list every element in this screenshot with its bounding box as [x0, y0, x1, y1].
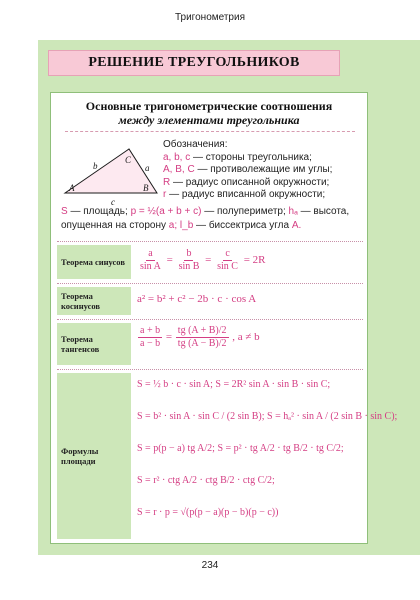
row-divider	[57, 241, 363, 242]
legend-angles-symbols: A, B, C	[163, 164, 195, 175]
triangle-figure	[59, 141, 169, 211]
sines-tail: = 2R	[243, 254, 266, 267]
sines-frac-b	[177, 248, 202, 273]
row-divider	[57, 283, 363, 284]
tangents-right-frac	[176, 325, 229, 350]
page-title: РЕШЕНИЕ ТРЕУГОЛЬНИКОВ	[88, 55, 300, 70]
height-text: — высота, опущенная на сторону	[61, 206, 350, 231]
running-head: Тригонометрия	[174, 12, 245, 23]
legend-circumradius	[163, 177, 363, 190]
area-formula-3: S = p(p − a) tg A/2; S = p² · tg A/2 · tg B/2 · tg C/2;	[137, 443, 344, 454]
semiperimeter-formula: p = ½(a + b + c)	[130, 206, 202, 217]
area-formula-1: S = ½ b · c · sin A; S = 2R² sin A · sin B · sin C;	[137, 379, 331, 390]
legend-title: Обозначения:	[163, 139, 228, 150]
side-c-label: c	[111, 197, 115, 207]
sines-d2: sin B	[178, 261, 200, 272]
row-divider	[57, 369, 363, 370]
card-heading	[51, 99, 367, 127]
cosines-formula: a² = b² + c² − 2b · c · cos A	[137, 293, 257, 305]
legend-sides-symbols: a, b, c	[163, 151, 191, 163]
area-symbol: S	[61, 206, 68, 217]
side-a-label: a	[145, 163, 150, 173]
tangents-left-num: a + b	[140, 325, 161, 336]
tangents-formula: $\frac{a + b}{a - b}$ = $\frac{tg (A + B)/2}{tg (A - B)/2}$ , a ≠ b	[140, 325, 260, 349]
tangents-right-num: tg (A + B)/2	[177, 325, 227, 336]
area-formula-4: S = r² · ctg A/2 · ctg B/2 · ctg C/2;	[137, 475, 275, 486]
tangents-label: Теорема тангенсов	[57, 323, 131, 365]
formula-card	[50, 92, 398, 544]
sines-n3: c	[225, 248, 230, 259]
vertex-b-label: B	[143, 183, 149, 193]
tangents-right-den: tg (A − B)/2	[177, 338, 227, 349]
sines-frac-c	[215, 248, 240, 273]
card-heading-line2: между элементами треугольника	[118, 113, 300, 127]
vertex-c-label: C	[125, 155, 132, 165]
semiperimeter-text: — полупериметр;	[204, 206, 286, 217]
title-box	[48, 50, 340, 76]
height-symbol: hₐ	[288, 206, 298, 217]
legend-sides	[163, 152, 363, 165]
legend-inradius-symbol: r	[163, 189, 167, 200]
area-formula-2: S = b² · sin A · sin C / (2 sin B); S = hₐ² · sin A / (2 sin B · sin C);	[137, 411, 398, 422]
heading-divider	[65, 131, 355, 132]
sines-frac-a	[138, 248, 163, 273]
area-formula-5: S = r · p = √(p(p − a)(p − b)(p − c))	[137, 507, 279, 518]
sines-formula: $\frac{a}{\text{sin A}}$ = $\frac{b}{\text{sin B}}$ = $\frac{c}{\text{sin C}}$ = 2R	[140, 248, 266, 272]
sines-d3: sin C	[217, 261, 238, 272]
side-b-label: b	[93, 161, 98, 171]
row-divider	[57, 319, 363, 320]
vertex-a-label: A	[69, 183, 75, 193]
tangents-left-frac	[138, 325, 162, 350]
height-side: a;	[168, 220, 178, 231]
cosines-label: Теорема косинусов	[57, 287, 131, 315]
legend-angles	[163, 164, 363, 177]
legend-circumradius-text: — радиус описанной окружности;	[173, 176, 330, 188]
legend-inradius	[163, 189, 363, 202]
legend	[163, 139, 363, 202]
legend-sides-text: — стороны треугольника;	[193, 151, 312, 163]
card-heading-line1: Основные тригонометрические соотношения	[85, 99, 333, 113]
notes	[61, 205, 361, 233]
page-number: 234	[201, 560, 219, 571]
sines-n1: a	[148, 248, 153, 259]
area-text: — площадь;	[70, 206, 128, 217]
bisector-symbol: l_b	[179, 220, 194, 231]
tangents-condition: , a ≠ b	[232, 331, 260, 344]
bisector-angle: A.	[291, 220, 302, 231]
sines-n2: b	[186, 248, 192, 259]
sines-d1: sin A	[140, 261, 161, 272]
legend-circumradius-symbol: R	[163, 176, 171, 188]
legend-angles-text: — противолежащие им углы;	[197, 164, 333, 175]
tangents-left-den: a − b	[140, 338, 161, 349]
area-label: Формулы площади	[57, 373, 131, 539]
bisector-text: — биссектриса угла	[196, 220, 290, 231]
sines-label: Теорема синусов	[57, 245, 131, 279]
legend-inradius-text: — радиус вписанной окружности;	[169, 189, 326, 200]
